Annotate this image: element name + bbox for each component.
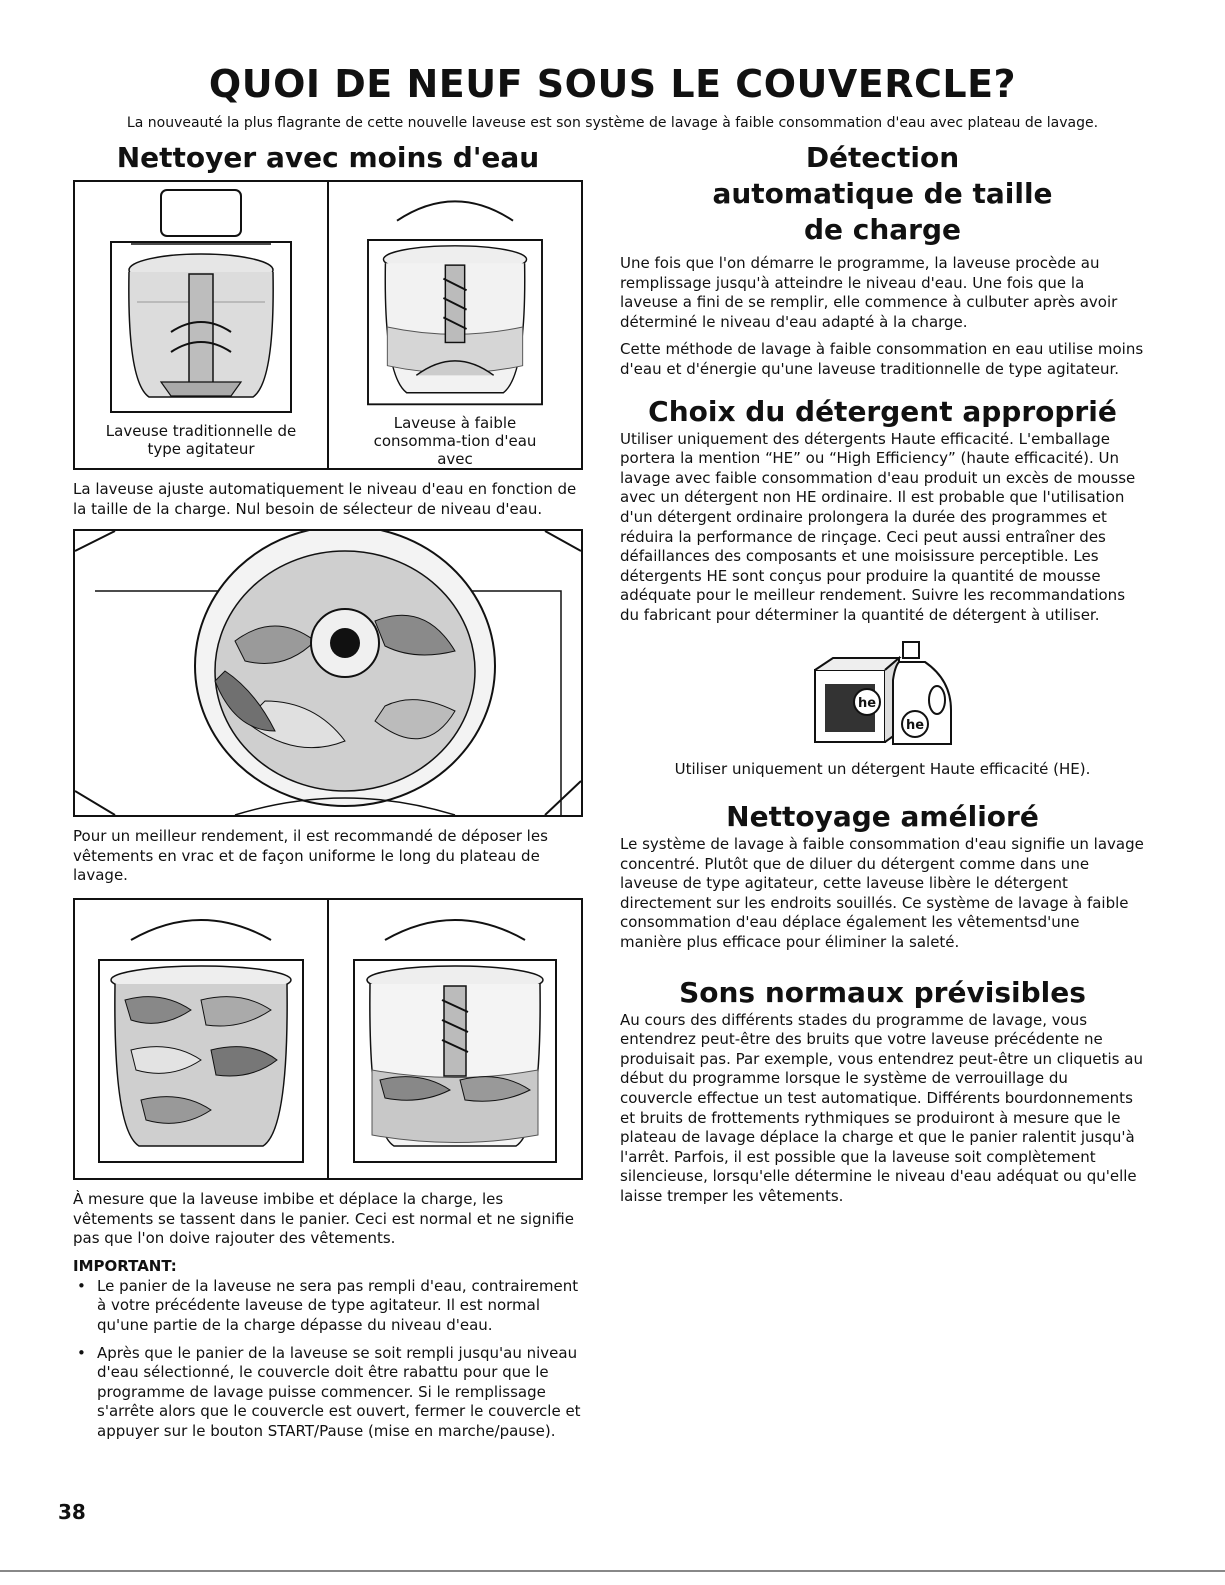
- heading-detergent: Choix du détergent approprié: [648, 394, 1117, 428]
- svg-text:he: he: [905, 717, 924, 733]
- important-item: • Après que le panier de la laveuse se soit rempli jusqu'au niveau d'eau sélectionné, le couvercle doit être rabattu pour que le programme de lavage puisse commencer. Si le remplissage s'arrête alors que le couvercle est ouvert, fermer le couvercle et appuyer sur le bouton START/Pause (mise en marche/pause).: [73, 1344, 583, 1442]
- caption-agitator: Laveuse traditionnelle de type agitateur: [105, 422, 297, 458]
- figure-cell-load-after: [327, 900, 581, 1178]
- detergent-illustration: [620, 640, 1145, 750]
- figure-cell-agitator: [75, 182, 327, 468]
- figure-load-settling: [73, 898, 583, 1180]
- important-item: • Le panier de la laveuse ne sera pas rempli d'eau, contrairement à votre précédente laveuse de type agitateur. Il est normal qu'une partie de la charge dépasse du niveau d'eau.: [73, 1277, 583, 1336]
- page-number: 38: [58, 1500, 86, 1524]
- paragraph-detergent: Utiliser uniquement des détergents Haute efficacité. L'emballage portera la mention “HE” ou “High Efficiency” (haute efficacité). Un lavage avec faible consommation d'eau produit un excès de mousse avec un détergent non HE ordinaire. Il est probable que l'utilisation d'un détergent ordinaire prolongera la durée des programmes et réduira la performance de rinçage. Ceci peut aussi entraîner des défaillances des composants et une moisissure perceptible. Les détergents HE sont conçus pour produire la quantité de mousse adéquate pour le meilleur rendement. Suivre les recommandations du fabricant pour déterminer la quantité de détergent à utiliser.: [620, 429, 1136, 624]
- heading-nettoyer: Nettoyer avec moins d'eau: [116, 141, 540, 174]
- heading-sons: Sons normaux prévisibles: [679, 975, 1086, 1009]
- paragraph-detection-1: Une fois que l'on démarre le programme, la laveuse procède au remplissage jusqu'à atteindre le niveau d'eau. Une fois que la laveuse a fini de se remplir, elle commence à culbuter après avoir déterminé le niveau d'eau adapté à la charge.: [620, 254, 1118, 331]
- washer-top-view-icon: [75, 531, 581, 815]
- figure-cell-load-before: [75, 900, 327, 1178]
- paragraph-detection-2: Cette méthode de lavage à faible consommation en eau utilise moins d'eau et d'énergie qu'une laveuse traditionnelle de type agitateur.: [620, 340, 1144, 378]
- page-intro: La nouveauté la plus flagrante de cette nouvelle laveuse est son système de lavage à faible consommation d'eau avec plateau de lavage.: [126, 115, 1099, 131]
- page-title: QUOI DE NEUF SOUS LE COUVERCLE?: [208, 62, 1017, 106]
- washer-agitator-icon: [101, 182, 301, 422]
- left-column: [73, 140, 583, 1450]
- he-detergent-icon: [803, 640, 963, 750]
- figure-top-view: [73, 529, 583, 817]
- svg-text:he: he: [857, 695, 876, 711]
- washer-impeller-icon: [355, 182, 555, 414]
- figure-washer-comparison: [73, 180, 583, 470]
- figure-cell-impeller: [327, 182, 581, 468]
- right-column: [620, 140, 1145, 1207]
- bottom-divider: [0, 1570, 1225, 1572]
- paragraph-sons: Au cours des différents stades du programme de lavage, vous entendrez peut-être des bruits que votre laveuse précédente ne produisait pas. Par exemple, vous entendrez peut-être un cliquetis au début du programme lorsque le système de verrouillage du couvercle effectue un test automatique. Différents bourdonnements et bruits de frottements rythmiques se produiront à mesure que le plateau de lavage déplace la charge et que le panier ralentit jusqu'à l'arrêt. Parfois, il est possible que la laveuse soit complètement silencieuse, lorsqu'elle détermine le niveau d'eau adéquat ou qu'elle laisse tremper les vêtements.: [620, 1010, 1143, 1205]
- important-label: IMPORTANT:: [73, 1256, 177, 1275]
- caption-impeller: Laveuse à faible consomma-tion d'eau avec: [373, 414, 537, 468]
- washer-load-before-icon: [81, 900, 321, 1170]
- paragraph-nettoyage: Le système de lavage à faible consommation d'eau signifie un lavage concentré. Plutôt que de diluer du détergent comme dans une laveuse de type agitateur, cette laveuse libère le détergent directement sur les endroits souillés. Ce système de lavage à faible consommation d'eau déplace également les vêtementsd'une manière plus efficace pour éliminer la saleté.: [620, 835, 1144, 952]
- paragraph-niveau-eau: La laveuse ajuste automatiquement le niveau d'eau en fonction de la taille de la charge. Nul besoin de sélecteur de niveau d'eau.: [73, 480, 577, 518]
- heading-detection: Détection automatique de taille de charge: [712, 141, 1053, 246]
- washer-load-after-icon: [340, 900, 570, 1170]
- heading-nettoyage: Nettoyage amélioré: [726, 800, 1039, 834]
- paragraph-meilleur-rendement: Pour un meilleur rendement, il est recommandé de déposer les vêtements en vrac et de façon uniforme le long du plateau de lavage.: [73, 827, 548, 885]
- important-list: [73, 1277, 583, 1442]
- paragraph-charge-tasse: À mesure que la laveuse imbibe et déplace la charge, les vêtements se tassent dans le panier. Ceci est normal et ne signifie pas que l'on doive rajouter des vêtements.: [73, 1189, 574, 1248]
- caption-detergent: Utiliser uniquement un détergent Haute efficacité (HE).: [674, 759, 1091, 778]
